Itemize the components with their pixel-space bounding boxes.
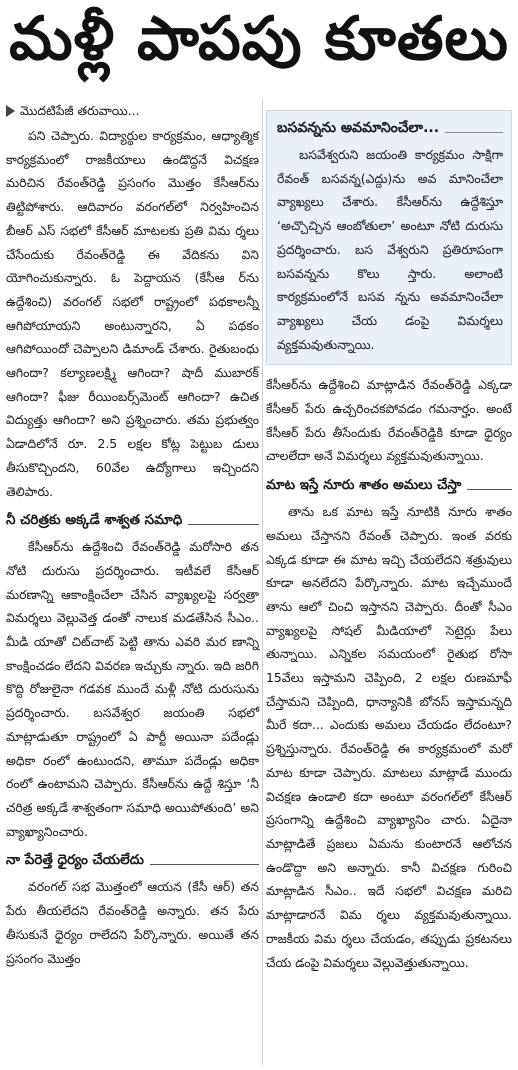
subheading-3-text: మాట ఇస్తే నూరు శాతం అమలు చేస్తా	[266, 477, 462, 494]
right-column	[266, 110, 512, 974]
left-column	[6, 100, 259, 970]
subheading-2	[6, 849, 259, 871]
sidebar-box-text: బసవేశ్వరుని జయంతి కార్యక్రమం సాక్షిగా రేవంత్ బసవన్న(ఎద్దు)ను అవ మానించేలా వ్యాఖ్యలు చేశారు. కేసీఆర్‌ను ఉద్దేశిస్తూ ‘అచ్చొచ్చిన ఆంబోతులా’ అంటూ నోటి దురుసు ప్రదర్శించారు. బస వేశ్వరుని ప్రతిరూపంగా బసవన్నను కొలు స్తారు. అలాంటి కార్యక్రమంలోనే బసవ న్నను అవమానించేలా వ్యాఖ్యలు చేయ డంపై విమర్శలు వ్యక్తమవుతున్నాయి.	[277, 147, 503, 352]
arrow-right-icon	[6, 105, 15, 117]
headline: మళ్లీ పాపపు కూతలు	[9, 4, 509, 74]
article-paragraph-2: కేసీఆర్‌ను ఉద్దేశించి రేవంత్‌రెడ్డి మరోసారి తన నోటి దురుసు ప్రదర్శించారు. ఇటీవలే కేసీఆర్ మరణాన్ని ఆకాంక్షించేలా చేసిన వ్యాఖ్యలపై సర్వత్రా విమర్శలు వెల్లువెత్త డంతో నాలుక మడతేసిన సీఎం.. మీడి యాతో చిట్‌చాట్ పెట్టి తాను ఎవరి మర ణాన్ని కాంక్షించడం లేదని వివరణ ఇచ్చుకు న్నారు. ఇది జరిగి కొద్ది రోజులైనా గడవక ముందే మళ్లీ నోటి దురుసును ప్రదర్శించారు. బసవేశ్వర జయంతి సభలో మాట్లాడుతూ రాష్ట్రంలో ఏ పార్టీ అయినా పదేండ్లు అధికా రంలో ఉంటుందని, తామూ పదేండ్లు అధికా రంలో ఉంటామని చెప్పారు. కేసీఆర్‌ను ఉద్దే శిస్తూ ‘నీ చరిత్ర అక్కడే శాశ్వతంగా సమాధి అయిపోతుంది’ అని వ్యాఖ్యానించారు.	[6, 539, 259, 839]
sidebar-box	[266, 110, 512, 365]
sidebar-box-rule	[445, 132, 503, 133]
sidebar-box-title	[277, 117, 503, 139]
column-divider	[262, 100, 263, 1065]
sidebar-box-title-text: బసవన్నను అవమానించేలా...	[277, 120, 440, 136]
subheading-2-text: నా పేరెత్తే ధైర్యం చేయలేదు	[6, 852, 144, 869]
article-paragraph-5: తాను ఒక మాట ఇస్తే నూటికి నూరు శాతం అమలు చేస్తానని రేవంత్ చెప్పారు. ఇంత వరకు ఎక్కడ కూడా ఈ మాట ఇచ్చి చేయలేదని శత్రువులు కూడా అనలేదని పేర్కొన్నారు. మాట ఇచ్చేముందే తాను ఆలో చించి ఇస్తానని చెప్పారు. దీంతో సీఎం వ్యాఖ్యలపై సోషల్ మీడియాలో సెటైర్లు పేలు తున్నాయి. ఎన్నికల సమయంలో రైతుభ రోసా 15వేలు ఇస్తామని చెప్పింది, 2 లక్షల రుణమాఫీ చేస్తామని చెప్పింది, ధాన్యానికి బోనస్ ఇస్తామన్నది మీరే కదా... ఎందుకు అమలు చేయడం లేదంటూ? ప్రశ్నిస్తున్నారు. రేవంత్‌రెడ్డి ఈ కార్యక్రమంలో మరో మాట కూడా చెప్పారు. మాటలు మాట్లాడే ముందు విచక్షణ ఉండాలి కదా అంటూ వరంగల్‌లో కేసీఆర్ ప్రసంగాన్ని ఉద్దేశించి వ్యాఖ్యానిం చారు. ఏదైనా మాట్లాడితే ప్రజలు ఏమను కుంటారనే ఆలోచన ఉండొద్దా అని అన్నారు. కానీ విచక్షణ గురించి మాట్లాడిన సీఎం.. ఇదే సభలో విచక్షణ మరిచి మాట్లాడారనే విమ ర్శలు వ్యక్తమవుతున్నాయి. రాజకీయ విమ ర్శలు చేయడం, తప్పుడు ప్రకటనలు చేయ డంపై విమర్శలు వెల్లువెత్తుతున్నాయి.	[266, 504, 512, 970]
subheading-1-text: నీ చరిత్రకు అక్కడే శాశ్వత సమాధి	[6, 512, 183, 529]
subheading-rule	[150, 864, 259, 865]
article-paragraph-4: కేసీఆర్‌ను ఉద్దేశించి మాట్లాడిన రేవంత్‌రెడ్డి ఎక్కడా కేసీఆర్ పేరు ఉచ్చరించకపోవడం గమనార్హం. అంటే కేసీఆర్ పేరు తీసేందుకు రేవంత్‌రెడ్డికి కూడా ధైర్యం చాలలేదా అనే విమర్శలు వ్యక్తమవుతున్నాయి.	[266, 377, 512, 464]
continued-from-front-page	[6, 100, 259, 122]
subheading-rule	[467, 489, 512, 490]
subheading-rule	[188, 524, 259, 525]
subheading-3	[266, 474, 512, 496]
article-paragraph-3: వరంగల్ సభ మొత్తంలో ఆయన (కేసీ ఆర్) తన పేరు తీయలేదని రేవంత్‌రెడ్డి అన్నారు. తన పేరు తీసుకునే ధైర్యం రాలేదని పేర్కొన్నారు. అయితే తన ప్రసంగం మొత్తం	[6, 879, 259, 966]
article-paragraph-1: పని చెప్పారు. విద్యార్థుల కార్యక్రమం, ఆధ్యాత్మిక కార్యక్రమంలో రాజకీయాలు ఉండొద్దనే విచక్షణ మరిచిన రేవంత్‌రెడ్డి ప్రసంగం మొత్తం కేసీఆర్‌ను తిట్టిపోశారు. ఆదివారం వరంగల్‌లో నిర్వహించిన బీఆర్ ఎస్ సభలో కేసీఆర్ మాటలకు ప్రతి విమ ర్శలు చేసేందుకు రేవంత్‌రెడ్డి ఈ వేదికను విని యోగించుకున్నారు. ఓ పెద్దాయన (కేసీఆ ర్‌ను ఉద్దేశించి) వరంగల్ సభలో రాష్ట్రంలో పథకాలన్నీ ఆగిపోయాయని అంటున్నారని, ఏ పథకం ఆగిపోయిందో చెప్పాలని డిమాండ్ చేశారు. రైతుబంధు ఆగిందా? కల్యాణలక్ష్మి ఆగిందా? షాదీ ముబారక్ ఆగిందా? ఫీజు రీయింబర్స్‌మెంట్ ఆగిందా? ఉచిత విద్యుత్తు ఆగిందా? అని ప్రశ్నించారు. తమ ప్రభుత్వం ఏడాదిలోనే రూ. 2.5 లక్షల కోట్ల పెట్టుబ డులు తీసుకొచ్చిందని, 60వేల ఉద్యోగాలు ఇచ్చిందని తెలిపారు.	[6, 128, 259, 499]
continued-label: మొదటిపేజీ తరువాయి...	[20, 103, 140, 118]
subheading-1	[6, 509, 259, 531]
